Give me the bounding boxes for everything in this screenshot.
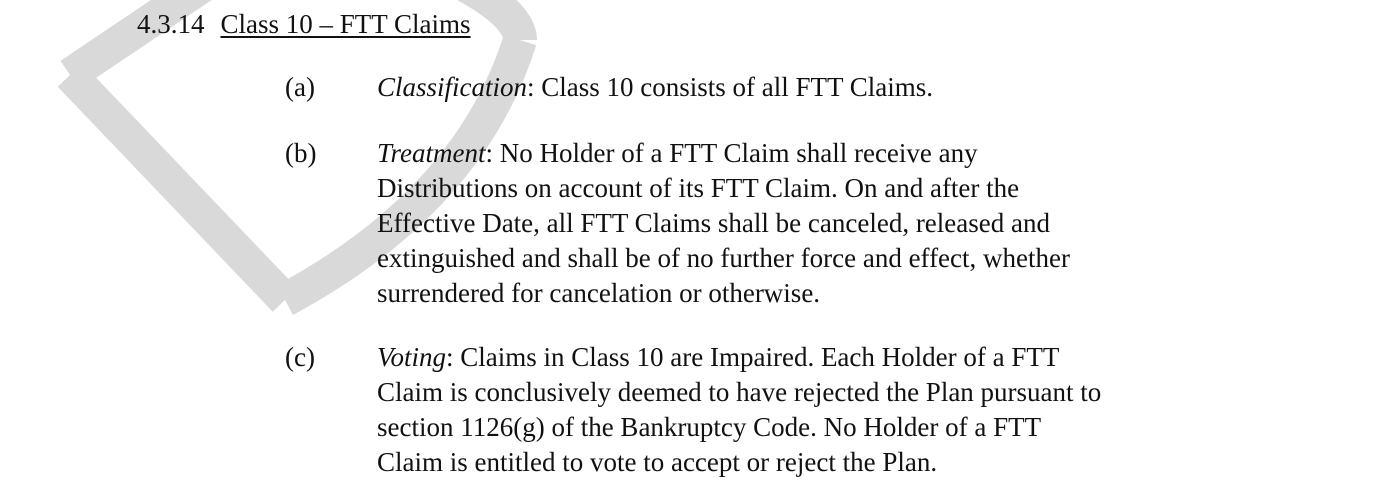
text-run: : Class 10 consists of all FTT Claims. [527, 72, 934, 102]
list-marker: (b) [285, 138, 317, 168]
list-item-text [377, 70, 1217, 105]
list-item-text [377, 340, 1217, 480]
text-line: Distributions on account of its FTT Claim. On and after the [377, 173, 1020, 203]
list-item-text [377, 136, 1217, 311]
text-line: extinguished and shall be of no further force and effect, whether [377, 243, 1070, 273]
text-line [377, 70, 1217, 105]
text-run: : No Holder of a FTT Claim shall receive any [485, 138, 978, 168]
text-line: section 1126(g) of the Bankruptcy Code. No Holder of a FTT [377, 412, 1042, 442]
text-run: : Claims in Class 10 are Impaired. Each Holder of a FTT [446, 342, 1060, 372]
list-marker: (c) [285, 342, 315, 372]
text-line: Claim is entitled to vote to accept or reject the Plan. [377, 447, 938, 477]
defined-term: Classification [377, 72, 528, 102]
section-number: 4.3.14 [137, 9, 205, 39]
text-line: Claim is conclusively deemed to have rejected the Plan pursuant to [377, 377, 1102, 407]
text-line: Effective Date, all FTT Claims shall be canceled, released and [377, 208, 1050, 238]
text-line [377, 136, 1217, 171]
section-title: Class 10 – FTT Claims [220, 9, 471, 39]
defined-term: Treatment [377, 138, 486, 168]
defined-term: Voting [377, 342, 447, 372]
list-marker: (a) [285, 72, 315, 102]
text-line [377, 340, 1217, 375]
section-heading [137, 6, 471, 42]
text-line: surrendered for cancelation or otherwise. [377, 278, 821, 308]
